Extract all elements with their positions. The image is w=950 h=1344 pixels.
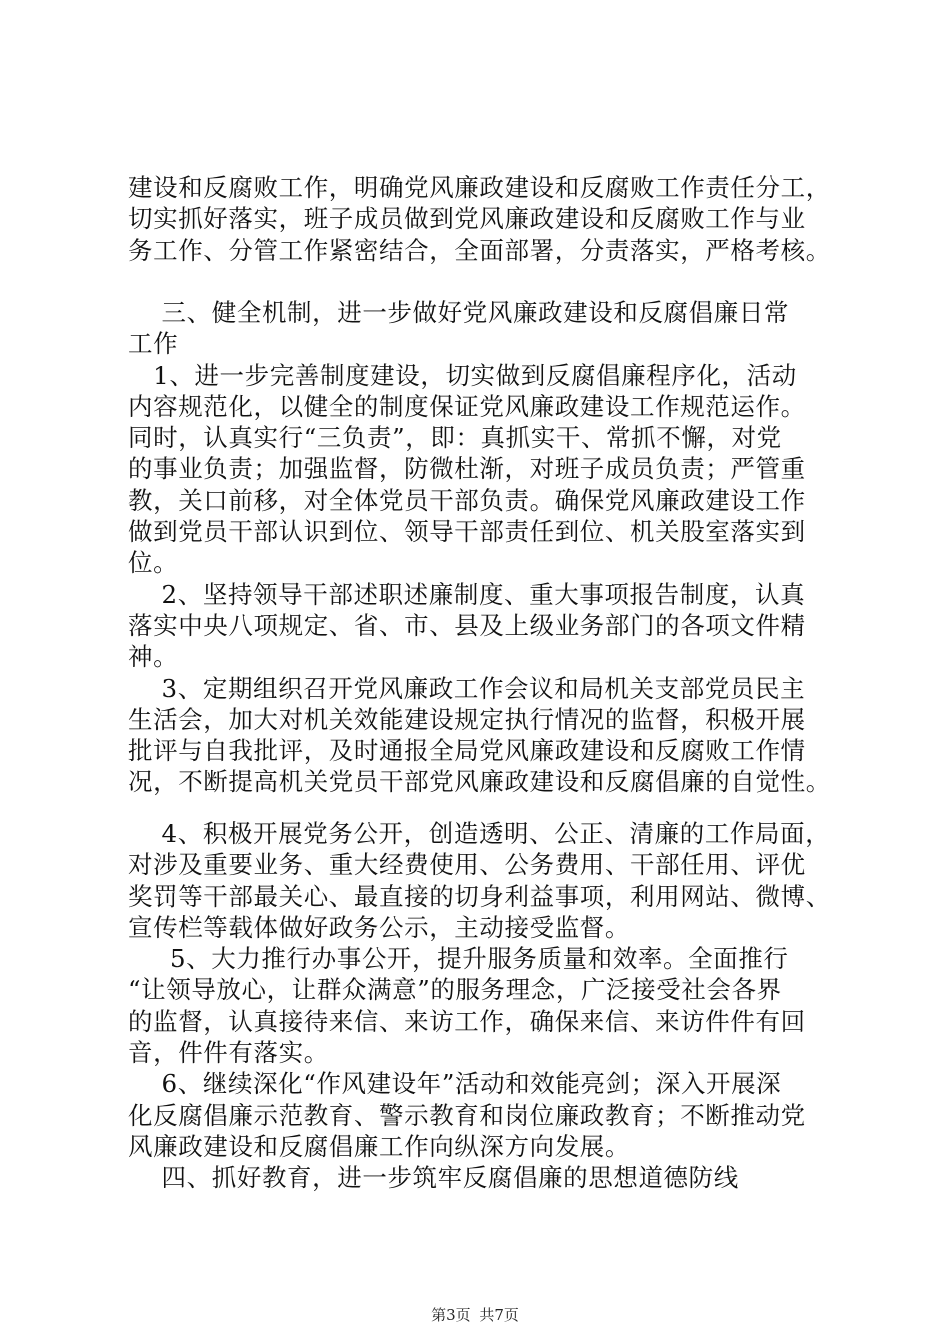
- paragraph-section-three: 三、健全机制，进一步做好党风廉政建设和反腐倡廉日常 工作 1、进一步完善制度建设，切实做到反腐倡廉程序化，活动 内容规范化，以健全的制度保证党风廉政建设工作规范运作。 同时，认真实行“三负责”，即：真抓实干、常抓不懈，对党 的事业负责；加强监督，防微杜渐，对班子成员负责；严管重 教，关口前移，对全体党员干部负责。确保党风廉政建设工作 做到党员干部认识到位、领导干部责任到位、机关股室落实到 位。 2、坚持领导干部述职述廉制度、重大事项报告制度，认真 落实中央八项规定、省、市、县及上级业务部门的各项文件精 神。 3、定期组织召开党风廉政工作会议和局机关支部党员民主 生活会，加大对机关效能建设规定执行情况的监督，积极开展 批评与自我批评，及时通报全局党风廉政建设和反腐败工作情 况，不断提高机关党员干部党风廉政建设和反腐倡廉的自觉性。: [128, 298, 831, 797]
- paragraph-intro: 建设和反腐败工作，明确党风廉政建设和反腐败工作责任分工， 切实抓好落实，班子成员做到党风廉政建设和反腐败工作与业 务工作、分管工作紧密结合，全面部署，分责落实，严格考核。: [128, 173, 831, 265]
- paragraph-items-four-to-six: 4、积极开展党务公开，创造透明、公正、清廉的工作局面， 对涉及重要业务、重大经费使用、公务费用、干部任用、评优 奖罚等干部最关心、最直接的切身利益事项，利用网站、微博、 宣传栏等载体做好政务公示，主动接受监督。 5、大力推行办事公开，提升服务质量和效率。全面推行 “让领导放心，让群众满意”的服务理念，广泛接受社会各界 的监督，认真接待来信、来访工作，确保来信、来访件件有回 音，件件有落实。 6、继续深化“作风建设年”活动和效能亮剑；深入开展深 化反腐倡廉示范教育、警示教育和岗位廉政教育；不断推动党 风廉政建设和反腐倡廉工作向纵深方向发展。 四、抓好教育，进一步筑牢反腐倡廉的思想道德防线: [128, 819, 831, 1193]
- page-footer: 第3页 共7页: [431, 1306, 519, 1324]
